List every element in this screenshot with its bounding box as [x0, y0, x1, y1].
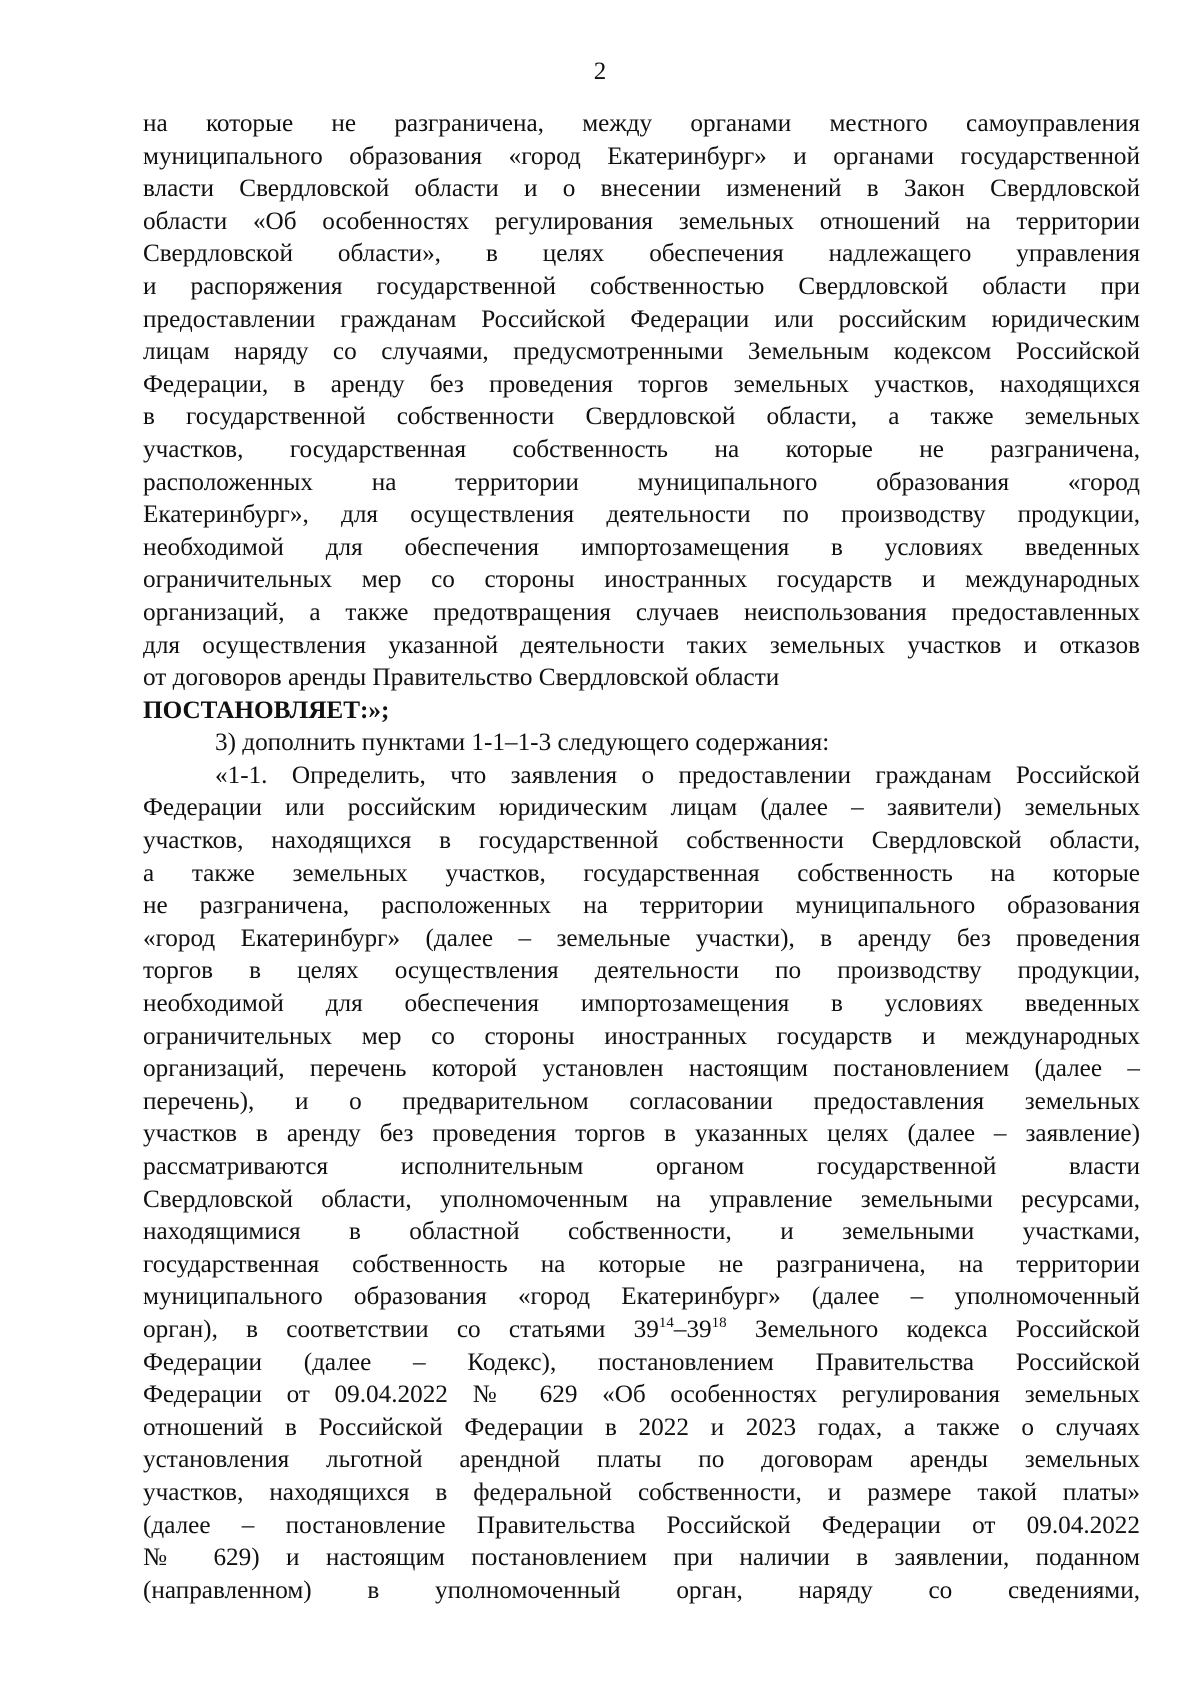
text-line: установления льготной арендной платы по договорам аренды земельных	[143, 1446, 1140, 1474]
page-number: 2	[593, 58, 607, 85]
text-line: Федерации от 09.04.2022 № 629 «Об особенностях регулирования земельных	[143, 1381, 1140, 1409]
text-line: муниципального образования «город Екатеринбург» и органами государственной	[143, 142, 1140, 170]
text-line: Свердловской области, уполномоченным на управление земельными ресурсами,	[143, 1185, 1140, 1213]
text-line: для осуществления указанной деятельности таких земельных участков и отказов	[143, 631, 1140, 659]
text-line: участков, государственная собственность на которые не разграничена,	[143, 435, 1140, 463]
superscript: 14	[658, 1314, 674, 1331]
text-line: на которые не разграничена, между органами местного самоуправления	[143, 110, 1140, 137]
text-line: государственная собственность на которые не разграничена, на территории	[143, 1250, 1140, 1278]
text-fragment: орган), в соответствии со статьями 39	[143, 1315, 659, 1343]
text-line: участков в аренду без проведения торгов в указанных целях (далее – заявление)	[143, 1120, 1140, 1148]
superscript: 18	[711, 1314, 727, 1331]
text-fragment: Земельного кодекса Российской	[726, 1315, 1140, 1343]
text-line: Свердловской области», в целях обеспечения надлежащего управления	[143, 240, 1140, 268]
text-line: Федерации, в аренду без проведения торгов земельных участков, находящихся	[143, 370, 1140, 398]
text-line: перечень), и о предварительном согласовании предоставления земельных	[143, 1087, 1140, 1115]
text-line: рассматриваются исполнительным органом государственной власти	[143, 1153, 1140, 1180]
text-line: ограничительных мер со стороны иностранных государств и международных	[143, 1022, 1140, 1050]
text-line: отношений в Российской Федерации в 2022 и 2023 годах, а также о случаях	[143, 1413, 1140, 1441]
document-body	[143, 108, 1140, 1607]
text-line: (направленном) в уполномоченный орган, наряду со сведениями,	[143, 1576, 1140, 1604]
text-line: от договоров аренды Правительство Свердловской области	[143, 664, 780, 692]
text-line: не разграничена, расположенных на территории муниципального образования	[143, 892, 1140, 920]
text-line: Федерации (далее – Кодекс), постановлением Правительства Российской	[143, 1348, 1140, 1376]
text-line: области «Об особенностях регулирования земельных отношений на территории	[143, 207, 1140, 235]
text-line: необходимой для обеспечения импортозамещения в условиях введенных	[143, 533, 1140, 561]
text-line: а также земельных участков, государственная собственность на которые	[143, 859, 1140, 887]
text-line: участков, находящихся в федеральной собственности, и размере такой платы»	[143, 1478, 1140, 1506]
text-line: участков, находящихся в государственной собственности Свердловской области,	[143, 827, 1140, 855]
text-line: в государственной собственности Свердловской области, а также земельных	[143, 403, 1140, 431]
text-line: организаций, перечень которой установлен настоящим постановлением (далее –	[143, 1055, 1140, 1083]
text-line: находящимися в областной собственности, и земельными участками,	[143, 1218, 1140, 1246]
text-line: № 629) и настоящим постановлением при наличии в заявлении, поданном	[143, 1544, 1140, 1572]
text-line: организаций, а также предотвращения случаев неиспользования предоставленных	[143, 598, 1140, 626]
text-line: «город Екатеринбург» (далее – земельные участки), в аренду без проведения	[143, 924, 1140, 952]
text-line: Екатеринбург», для осуществления деятельности по производству продукции,	[143, 501, 1140, 529]
text-line: предоставлении гражданам Российской Федерации или российским юридическим	[143, 305, 1140, 333]
text-line: лицам наряду со случаями, предусмотренными Земельным кодексом Российской	[143, 338, 1140, 366]
text-line-with-superscripts	[143, 1314, 1140, 1347]
text-line: и распоряжения государственной собственностью Свердловской области при	[143, 272, 1140, 300]
text-line: власти Свердловской области и о внесении изменений в Закон Свердловской	[143, 175, 1140, 203]
text-fragment: –39	[673, 1315, 712, 1343]
text-line: Федерации или российским юридическим лицам (далее – заявители) земельных	[143, 794, 1140, 822]
text-line: ограничительных мер со стороны иностранных государств и международных	[143, 566, 1140, 594]
clause-start-line: «1-1. Определить, что заявления о предоставлении гражданам Российской	[215, 761, 1140, 789]
text-line: необходимой для обеспечения импортозамещения в условиях введенных	[143, 990, 1140, 1018]
text-line: муниципального образования «город Екатеринбург» (далее – уполномоченный	[143, 1283, 1140, 1311]
amendment-item: 3) дополнить пунктами 1-1–1-3 следующего содержания:	[215, 729, 830, 757]
text-line: торгов в целях осуществления деятельности по производству продукции,	[143, 957, 1140, 985]
resolution-heading: ПОСТАНОВЛЯЕТ:»;	[143, 696, 390, 724]
text-line: (далее – постановление Правительства Российской Федерации от 09.04.2022	[143, 1511, 1140, 1539]
text-line: расположенных на территории муниципального образования «город	[143, 468, 1140, 496]
